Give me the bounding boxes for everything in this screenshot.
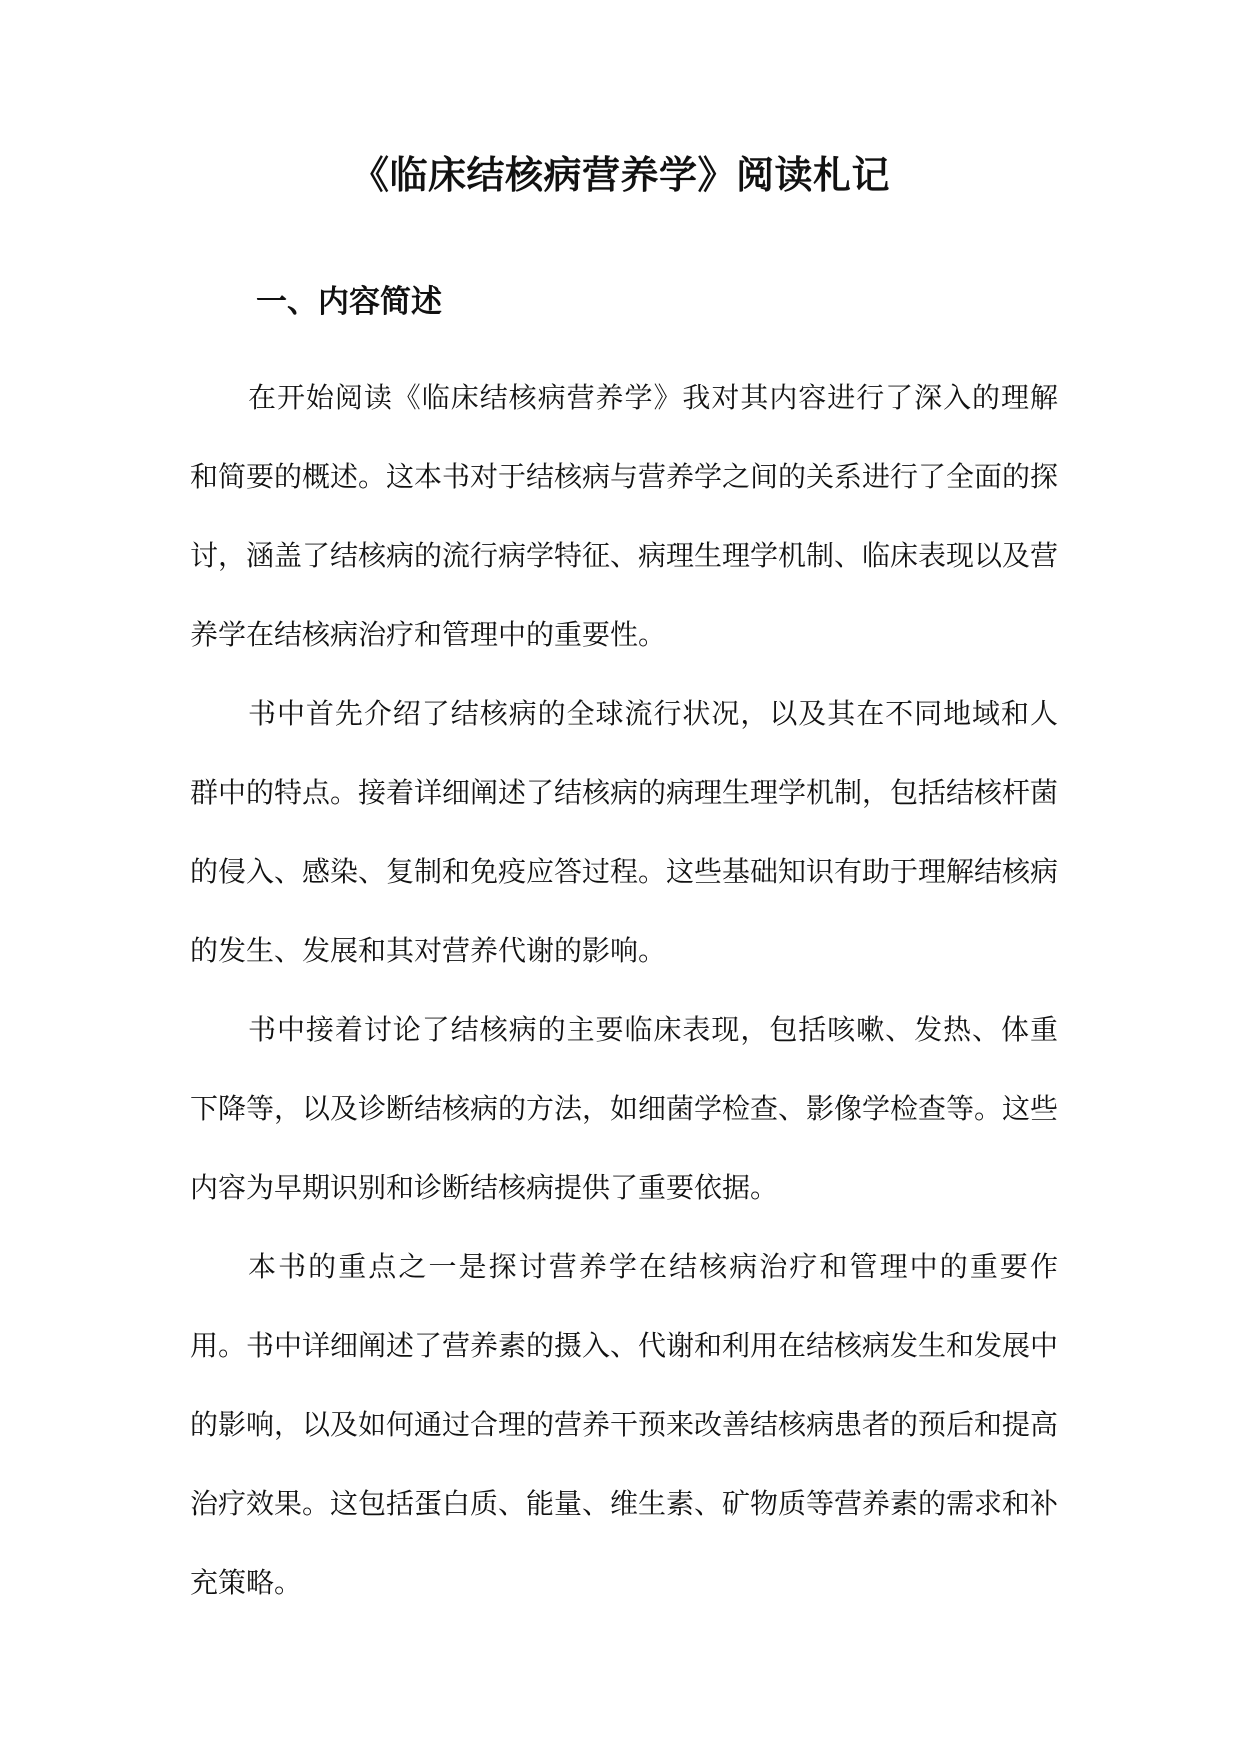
paragraph-3: 书中接着讨论了结核病的主要临床表现，包括咳嗽、发热、体重下降等，以及诊断结核病的方法，如细菌学检查、影像学检查等。这些内容为早期识别和诊断结核病提供了重要依据。	[190, 1013, 1059, 1204]
paragraph-2: 书中首先介绍了结核病的全球流行状况，以及其在不同地域和人群中的特点。接着详细阐述了结核病的病理生理学机制，包括结核杆菌的侵入、感染、复制和免疫应答过程。这些基础知识有助于理解结核病的发生、发展和其对营养代谢的影响。	[190, 697, 1059, 967]
document-title: 《临床结核病营养学》阅读札记	[350, 153, 890, 197]
body-text	[190, 358, 1058, 1622]
paragraph-4: 本书的重点之一是探讨营养学在结核病治疗和管理中的重要作用。书中详细阐述了营养素的摄入、代谢和利用在结核病发生和发展中的影响，以及如何通过合理的营养干预来改善结核病患者的预后和提高治疗效果。这包括蛋白质、能量、维生素、矿物质等营养素的需求和补充策略。	[190, 1250, 1059, 1599]
section-heading: 一、内容简述	[256, 284, 442, 320]
paragraph-1: 在开始阅读《临床结核病营养学》我对其内容进行了深入的理解和简要的概述。这本书对于结核病与营养学之间的关系进行了全面的探讨，涵盖了结核病的流行病学特征、病理生理学机制、临床表现以及营养学在结核病治疗和管理中的重要性。	[190, 381, 1059, 651]
